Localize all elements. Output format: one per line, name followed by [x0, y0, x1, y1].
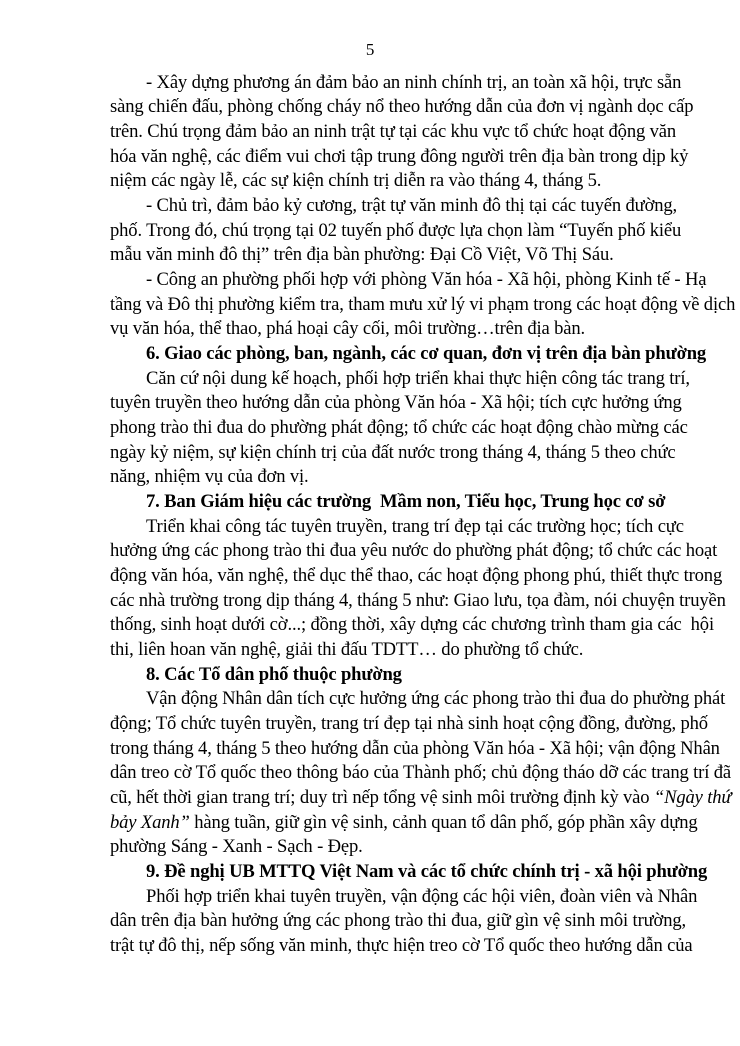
paragraph-line: phường Sáng - Xanh - Sạch - Đẹp.: [110, 836, 363, 857]
paragraph-text: hàng tuần, giữ gìn vệ sinh, cảnh quan tổ dân phố, góp phần xây dựng: [189, 812, 698, 833]
paragraph-line: [110, 789, 731, 808]
paragraph-line: Căn cứ nội dung kế hoạch, phối hợp triển khai thực hiện công tác trang trí,: [146, 368, 690, 389]
paragraph-line: hưởng ứng các phong trào thi đua yêu nước do phường phát động; tổ chức các hoạt: [110, 540, 718, 561]
italic-text: “Ngày thứ: [653, 787, 732, 808]
italic-text: bảy Xanh”: [110, 812, 190, 833]
paragraph-line: tuyên truyền theo hướng dẫn của phòng Văn hóa - Xã hội; tích cực hưởng ứng: [110, 392, 682, 413]
paragraph-line: - Công an phường phối hợp với phòng Văn hóa - Xã hội, phòng Kinh tế - Hạ: [146, 269, 707, 290]
paragraph-line: Vận động Nhân dân tích cực hưởng ứng các phong trào thi đua do phường phát: [146, 688, 726, 709]
paragraph-line: sàng chiến đấu, phòng chống cháy nổ theo hướng dẫn của đơn vị ngành dọc cấp: [110, 96, 694, 117]
paragraph-line: [110, 814, 698, 833]
paragraph-line: - Chủ trì, đảm bảo kỷ cương, trật tự văn minh đô thị tại các tuyến đường,: [146, 195, 678, 216]
paragraph-line: thống, sinh hoạt dưới cờ...; đồng thời, xây dựng các chương trình tham gia các hội: [110, 614, 714, 635]
paragraph-line: trật tự đô thị, nếp sống văn minh, thực hiện treo cờ Tổ quốc theo hướng dẫn của: [110, 935, 693, 956]
paragraph-line: Triển khai công tác tuyên truyền, trang trí đẹp tại các trường học; tích cực: [146, 516, 684, 537]
paragraph-line: động văn hóa, văn nghệ, thể dục thể thao, các hoạt động phong phú, thiết thực trong: [110, 565, 723, 586]
paragraph-line: vụ văn hóa, thể thao, phá hoại cây cối, môi trường…trên địa bàn.: [110, 318, 586, 339]
paragraph-line: phong trào thi đua do phường phát động; tổ chức các hoạt động chào mừng các: [110, 417, 688, 438]
section-heading-8: 8. Các Tổ dân phố thuộc phường: [146, 664, 402, 685]
paragraph-line: dân trên địa bàn hưởng ứng các phong trào thi đua, giữ gìn vệ sinh môi trường,: [110, 910, 687, 931]
paragraph-line: năng, nhiệm vụ của đơn vị.: [110, 466, 309, 487]
paragraph-line: động; Tổ chức tuyên truyền, trang trí đẹp tại nhà sinh hoạt cộng đồng, đường, phố: [110, 713, 708, 734]
paragraph-line: tầng và Đô thị phường kiểm tra, tham mưu xử lý vi phạm trong các hoạt động về dịch: [110, 294, 736, 315]
section-heading-7: 7. Ban Giám hiệu các trường Mầm non, Tiểu học, Trung học cơ sở: [146, 491, 666, 512]
paragraph-line: niệm các ngày lễ, các sự kiện chính trị diễn ra vào tháng 4, tháng 5.: [110, 170, 602, 191]
paragraph-line: thi, liên hoan văn nghệ, giải thi đấu TDTT… do phường tổ chức.: [110, 639, 584, 660]
paragraph-line: Phối hợp triển khai tuyên truyền, vận động các hội viên, đoàn viên và Nhân: [146, 886, 698, 907]
paragraph-line: - Xây dựng phương án đảm bảo an ninh chính trị, an toàn xã hội, trực sẵn: [146, 72, 682, 93]
paragraph-line: ngày kỷ niệm, sự kiện chính trị của đất nước trong tháng 4, tháng 5 theo chức: [110, 442, 676, 463]
paragraph-text: cũ, hết thời gian trang trí; duy trì nếp tổng vệ sinh môi trường định kỳ vào: [110, 787, 654, 808]
paragraph-line: phố. Trong đó, chú trọng tại 02 tuyến phố được lựa chọn làm “Tuyến phố kiểu: [110, 220, 682, 241]
paragraph-line: mẫu văn minh đô thị” trên địa bàn phường: Đại Cồ Việt, Võ Thị Sáu.: [110, 244, 614, 265]
paragraph-line: dân treo cờ Tổ quốc theo thông báo của Thành phố; chủ động tháo dỡ các trang trí đã: [110, 762, 731, 783]
section-heading-9: 9. Đề nghị UB MTTQ Việt Nam và các tổ chức chính trị - xã hội phường: [146, 861, 708, 882]
paragraph-line: hóa văn nghệ, các điểm vui chơi tập trung đông người trên địa bàn trong dịp kỷ: [110, 146, 689, 167]
paragraph-line: các nhà trường trong dịp tháng 4, tháng 5 như: Giao lưu, tọa đàm, nói chuyện truyền: [110, 590, 726, 611]
page-number: 5: [365, 40, 375, 59]
paragraph-line: trong tháng 4, tháng 5 theo hướng dẫn của phòng Văn hóa - Xã hội; vận động Nhân: [110, 738, 720, 759]
paragraph-line: trên. Chú trọng đảm bảo an ninh trật tự tại các khu vực tổ chức hoạt động văn: [110, 121, 677, 142]
section-heading-6: 6. Giao các phòng, ban, ngành, các cơ quan, đơn vị trên địa bàn phường: [146, 343, 707, 364]
